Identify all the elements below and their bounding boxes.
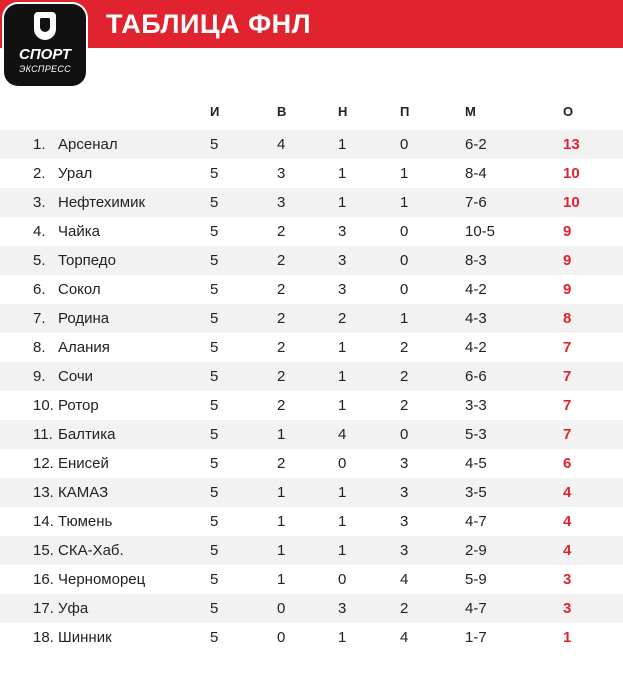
column-header-goals: М — [465, 104, 476, 119]
position-cell: 15. — [33, 542, 54, 559]
wins-cell: 0 — [277, 600, 286, 617]
games-cell: 5 — [210, 513, 219, 530]
losses-cell: 2 — [400, 397, 409, 414]
losses-cell: 3 — [400, 542, 409, 559]
position-cell: 11. — [33, 426, 53, 443]
draws-cell: 1 — [338, 513, 347, 530]
wins-cell: 3 — [277, 194, 286, 211]
position-cell: 8. — [33, 339, 46, 356]
team-name-cell: Сокол — [58, 281, 101, 298]
points-cell: 10 — [563, 194, 580, 211]
points-cell: 8 — [563, 310, 572, 327]
team-name-cell: Уфа — [58, 600, 89, 617]
draws-cell: 1 — [338, 368, 347, 385]
column-header-wins: В — [277, 104, 287, 119]
goals-cell: 6-6 — [465, 368, 487, 385]
losses-cell: 4 — [400, 571, 409, 588]
games-cell: 5 — [210, 194, 219, 211]
draws-cell: 4 — [338, 426, 347, 443]
team-name-cell: Нефтехимик — [58, 194, 146, 211]
goals-cell: 10-5 — [465, 223, 496, 240]
team-name-cell: Арсенал — [58, 136, 118, 153]
table-row — [0, 536, 623, 565]
draws-cell: 1 — [338, 194, 347, 211]
table-row — [0, 275, 623, 304]
games-cell: 5 — [210, 223, 219, 240]
losses-cell: 3 — [400, 455, 409, 472]
table-row — [0, 130, 623, 159]
points-cell: 6 — [563, 455, 572, 472]
goals-cell: 8-3 — [465, 252, 487, 269]
team-name-cell: Сочи — [58, 368, 94, 385]
logo-text-sport: СПОРТ — [19, 46, 71, 63]
points-cell: 4 — [563, 484, 572, 501]
column-headers — [0, 104, 623, 124]
column-header-draws: Н — [338, 104, 348, 119]
wins-cell: 2 — [277, 339, 286, 356]
games-cell: 5 — [210, 281, 219, 298]
points-cell: 1 — [563, 629, 572, 646]
team-name-cell: Урал — [58, 165, 93, 182]
table-row — [0, 333, 623, 362]
wins-cell: 2 — [277, 397, 286, 414]
team-name-cell: Алания — [58, 339, 110, 356]
goals-cell: 4-5 — [465, 455, 487, 472]
table-row — [0, 246, 623, 275]
team-name-cell: Чайка — [58, 223, 100, 240]
draws-cell: 2 — [338, 310, 347, 327]
points-cell: 3 — [563, 600, 572, 617]
points-cell: 4 — [563, 542, 572, 559]
games-cell: 5 — [210, 629, 219, 646]
wins-cell: 2 — [277, 310, 286, 327]
points-cell: 9 — [563, 223, 572, 240]
draws-cell: 1 — [338, 542, 347, 559]
games-cell: 5 — [210, 484, 219, 501]
position-cell: 14. — [33, 513, 54, 530]
goals-cell: 3-3 — [465, 397, 487, 414]
table-row — [0, 362, 623, 391]
wins-cell: 1 — [277, 513, 286, 530]
draws-cell: 1 — [338, 397, 347, 414]
points-cell: 7 — [563, 368, 572, 385]
wins-cell: 2 — [277, 281, 286, 298]
goals-cell: 8-4 — [465, 165, 487, 182]
logo-text-express: ЭКСПРЕСС — [19, 64, 71, 74]
sport-express-logo — [4, 4, 86, 86]
points-cell: 10 — [563, 165, 580, 182]
team-name-cell: СКА-Хаб. — [58, 542, 124, 559]
points-cell: 7 — [563, 426, 572, 443]
games-cell: 5 — [210, 339, 219, 356]
draws-cell: 3 — [338, 252, 347, 269]
shield-icon — [34, 12, 56, 40]
table-row — [0, 391, 623, 420]
goals-cell: 5-3 — [465, 426, 487, 443]
header-bar — [0, 0, 623, 48]
table-row — [0, 420, 623, 449]
points-cell: 13 — [563, 136, 580, 153]
games-cell: 5 — [210, 136, 219, 153]
draws-cell: 1 — [338, 165, 347, 182]
position-cell: 6. — [33, 281, 46, 298]
column-header-points: О — [563, 104, 574, 119]
games-cell: 5 — [210, 571, 219, 588]
wins-cell: 2 — [277, 223, 286, 240]
table-row — [0, 623, 623, 652]
losses-cell: 0 — [400, 252, 409, 269]
team-name-cell: Тюмень — [58, 513, 113, 530]
table-row — [0, 159, 623, 188]
draws-cell: 1 — [338, 136, 347, 153]
losses-cell: 2 — [400, 600, 409, 617]
wins-cell: 4 — [277, 136, 286, 153]
position-cell: 13. — [33, 484, 54, 501]
position-cell: 4. — [33, 223, 46, 240]
position-cell: 5. — [33, 252, 46, 269]
points-cell: 7 — [563, 339, 572, 356]
points-cell: 9 — [563, 281, 572, 298]
team-name-cell: КАМАЗ — [58, 484, 109, 501]
draws-cell: 1 — [338, 629, 347, 646]
standings-table — [0, 130, 623, 652]
losses-cell: 0 — [400, 136, 409, 153]
wins-cell: 1 — [277, 571, 286, 588]
position-cell: 17. — [33, 600, 54, 617]
draws-cell: 0 — [338, 571, 347, 588]
games-cell: 5 — [210, 368, 219, 385]
wins-cell: 1 — [277, 484, 286, 501]
table-row — [0, 449, 623, 478]
position-cell: 1. — [33, 136, 46, 153]
goals-cell: 5-9 — [465, 571, 487, 588]
draws-cell: 3 — [338, 281, 347, 298]
points-cell: 3 — [563, 571, 572, 588]
goals-cell: 7-6 — [465, 194, 487, 211]
games-cell: 5 — [210, 600, 219, 617]
losses-cell: 0 — [400, 223, 409, 240]
team-name-cell: Енисей — [58, 455, 109, 472]
position-cell: 12. — [33, 455, 54, 472]
goals-cell: 3-5 — [465, 484, 487, 501]
games-cell: 5 — [210, 542, 219, 559]
table-row — [0, 217, 623, 246]
games-cell: 5 — [210, 310, 219, 327]
games-cell: 5 — [210, 165, 219, 182]
losses-cell: 3 — [400, 484, 409, 501]
goals-cell: 4-2 — [465, 281, 487, 298]
goals-cell: 2-9 — [465, 542, 487, 559]
wins-cell: 2 — [277, 455, 286, 472]
goals-cell: 4-7 — [465, 513, 487, 530]
table-row — [0, 304, 623, 333]
draws-cell: 3 — [338, 600, 347, 617]
table-row — [0, 507, 623, 536]
losses-cell: 2 — [400, 339, 409, 356]
table-row — [0, 594, 623, 623]
goals-cell: 6-2 — [465, 136, 487, 153]
table-row — [0, 478, 623, 507]
column-header-games: И — [210, 104, 220, 119]
position-cell: 7. — [33, 310, 46, 327]
table-row — [0, 565, 623, 594]
points-cell: 7 — [563, 397, 572, 414]
wins-cell: 2 — [277, 252, 286, 269]
games-cell: 5 — [210, 455, 219, 472]
games-cell: 5 — [210, 426, 219, 443]
table-row — [0, 188, 623, 217]
goals-cell: 4-7 — [465, 600, 487, 617]
losses-cell: 1 — [400, 310, 409, 327]
wins-cell: 3 — [277, 165, 286, 182]
position-cell: 10. — [33, 397, 54, 414]
losses-cell: 2 — [400, 368, 409, 385]
team-name-cell: Торпедо — [58, 252, 116, 269]
team-name-cell: Балтика — [58, 426, 116, 443]
wins-cell: 0 — [277, 629, 286, 646]
games-cell: 5 — [210, 252, 219, 269]
games-cell: 5 — [210, 397, 219, 414]
position-cell: 9. — [33, 368, 46, 385]
goals-cell: 1-7 — [465, 629, 487, 646]
goals-cell: 4-3 — [465, 310, 487, 327]
points-cell: 4 — [563, 513, 572, 530]
losses-cell: 1 — [400, 165, 409, 182]
wins-cell: 1 — [277, 542, 286, 559]
draws-cell: 3 — [338, 223, 347, 240]
wins-cell: 2 — [277, 368, 286, 385]
position-cell: 3. — [33, 194, 46, 211]
draws-cell: 0 — [338, 455, 347, 472]
wins-cell: 1 — [277, 426, 286, 443]
page-title: ТАБЛИЦА ФНЛ — [106, 9, 312, 39]
team-name-cell: Черноморец — [58, 571, 146, 588]
losses-cell: 3 — [400, 513, 409, 530]
losses-cell: 1 — [400, 194, 409, 211]
column-header-losses: П — [400, 104, 410, 119]
goals-cell: 4-2 — [465, 339, 487, 356]
draws-cell: 1 — [338, 484, 347, 501]
draws-cell: 1 — [338, 339, 347, 356]
position-cell: 18. — [33, 629, 54, 646]
points-cell: 9 — [563, 252, 572, 269]
team-name-cell: Ротор — [58, 397, 99, 414]
losses-cell: 4 — [400, 629, 409, 646]
position-cell: 2. — [33, 165, 46, 182]
losses-cell: 0 — [400, 426, 409, 443]
team-name-cell: Родина — [58, 310, 110, 327]
position-cell: 16. — [33, 571, 54, 588]
losses-cell: 0 — [400, 281, 409, 298]
team-name-cell: Шинник — [58, 629, 112, 646]
